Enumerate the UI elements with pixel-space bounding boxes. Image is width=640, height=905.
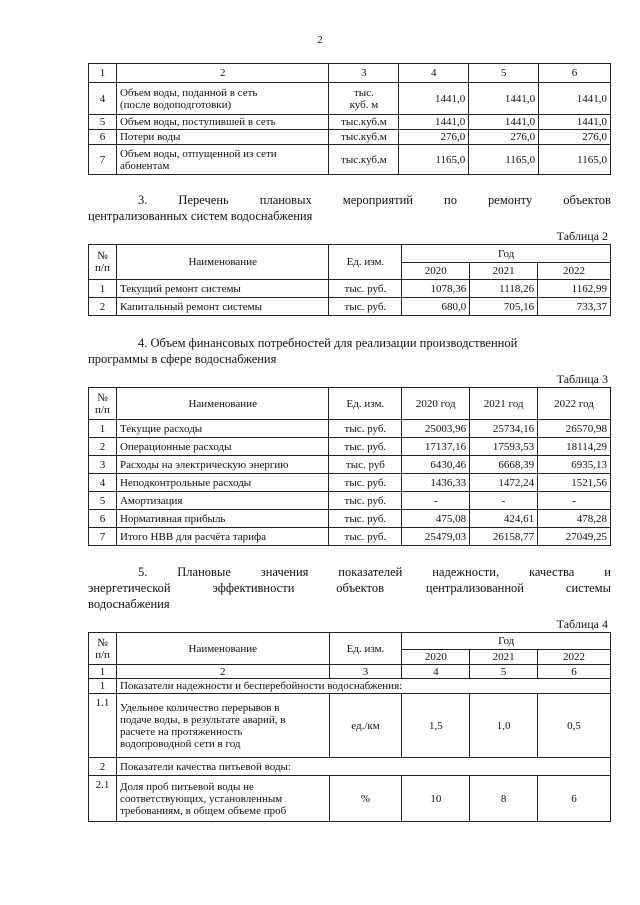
table-row xyxy=(89,83,611,115)
table-3-caption: Таблица 3 xyxy=(556,372,608,386)
row-number: 7 xyxy=(89,528,117,546)
value-2021: 26158,77 xyxy=(470,528,538,546)
row-name: Текущий ремонт системы xyxy=(116,280,329,298)
value-2020: 25479,03 xyxy=(402,528,470,546)
value-2021: - xyxy=(470,492,538,510)
group-title: Показатели качества питьевой воды: xyxy=(116,758,610,776)
section-3-heading: 3. Перечень плановых мероприятий по ремонту объектов централизованных систем водоснабжения xyxy=(88,193,611,223)
table-4-caption: Таблица 4 xyxy=(556,617,608,631)
row-unit: тыс. руб. xyxy=(329,474,402,492)
row-name: Амортизация xyxy=(116,492,329,510)
header-2022: 2022 xyxy=(538,263,611,280)
section-4-heading: 4. Объем финансовых потребностей для реализации производственной программы в сфере водоснабжения xyxy=(88,336,518,366)
value-2021: 8 xyxy=(470,776,538,822)
row-number: 3 xyxy=(89,456,117,474)
value-2020: 1078,36 xyxy=(402,280,470,298)
column-number: 2 xyxy=(116,64,329,83)
value-2020: - xyxy=(402,492,470,510)
row-unit: тыс.куб.м xyxy=(329,130,399,145)
header-num: № п/п xyxy=(89,388,117,420)
value-2020: 25003,96 xyxy=(402,420,470,438)
row-name: Неподконтрольные расходы xyxy=(116,474,329,492)
table-row xyxy=(89,456,611,474)
value-2022: 1162,99 xyxy=(538,280,611,298)
header-2020: 2020 xyxy=(402,263,470,280)
row-number: 5 xyxy=(89,492,117,510)
table-row xyxy=(89,280,611,298)
row-unit: тыс. руб. xyxy=(329,528,402,546)
row-number: 2 xyxy=(89,438,117,456)
column-number: 6 xyxy=(538,665,611,679)
value-2020: 10 xyxy=(402,776,470,822)
row-unit: тыс. руб. xyxy=(329,420,402,438)
row-name: Удельное количество перерывов в подаче воды, в результате аварий, в расчете на протяженность водопроводной сети в год xyxy=(116,694,329,758)
row-number: 4 xyxy=(89,474,117,492)
column-number: 6 xyxy=(539,64,611,83)
value-2021: 17593,53 xyxy=(470,438,538,456)
header-num: № п/п xyxy=(89,245,117,280)
row-unit: тыс. руб xyxy=(329,456,402,474)
value-2022: 0,5 xyxy=(538,694,611,758)
table-row xyxy=(89,438,611,456)
value-2020: 276,0 xyxy=(399,130,469,145)
table-row xyxy=(89,528,611,546)
header-2021: 2021 год xyxy=(470,388,538,420)
row-unit: тыс.куб.м xyxy=(329,115,399,130)
header-2021: 2021 xyxy=(470,650,538,665)
row-unit: тыс. руб. xyxy=(329,510,402,528)
row-name: Доля проб питьевой воды не соответствующих, установленным требованиям, в общем объеме проб xyxy=(116,776,329,822)
value-2021: 1472,24 xyxy=(470,474,538,492)
value-2021: 1441,0 xyxy=(469,115,539,130)
header-2021: 2021 xyxy=(470,263,538,280)
value-2021: 25734,16 xyxy=(470,420,538,438)
column-number: 1 xyxy=(89,665,117,679)
row-number: 4 xyxy=(89,83,117,115)
value-2022: 26570,98 xyxy=(538,420,611,438)
header-unit: Ед. изм. xyxy=(329,633,402,665)
table-row xyxy=(89,64,611,83)
value-2020: 1441,0 xyxy=(399,83,469,115)
value-2021: 1118,26 xyxy=(470,280,538,298)
group-number: 2 xyxy=(89,758,117,776)
value-2021: 6668,39 xyxy=(470,456,538,474)
value-2020: 475,08 xyxy=(402,510,470,528)
row-unit: тыс. руб. xyxy=(329,298,402,316)
table-3 xyxy=(88,387,611,546)
row-name: Операционные расходы xyxy=(116,438,329,456)
value-2022: 1165,0 xyxy=(539,145,611,175)
row-number: 2 xyxy=(89,298,117,316)
row-number: 7 xyxy=(89,145,117,175)
value-2021: 1441,0 xyxy=(469,83,539,115)
header-year: Год xyxy=(402,245,611,263)
value-2021: 424,61 xyxy=(470,510,538,528)
header-name: Наименование xyxy=(116,388,329,420)
table-row xyxy=(89,492,611,510)
row-unit: ед./км xyxy=(329,694,402,758)
table-2 xyxy=(88,244,611,316)
table-4 xyxy=(88,632,611,822)
header-unit: Ед. изм. xyxy=(329,388,402,420)
header-name: Наименование xyxy=(116,633,329,665)
section-5-heading: 5. Плановые значения показателей надежности, качества и энергетической эффективности объектов централизованной системы водоснабжения xyxy=(88,565,611,611)
column-number: 3 xyxy=(329,665,402,679)
value-2022: - xyxy=(538,492,611,510)
header-num: № п/п xyxy=(89,633,117,665)
column-number: 1 xyxy=(89,64,117,83)
table-row xyxy=(89,145,611,175)
page-number: 2 xyxy=(317,34,323,46)
table-row xyxy=(89,694,611,758)
header-2020: 2020 год xyxy=(402,388,470,420)
row-name: Объем воды, поступившей в сеть xyxy=(116,115,329,130)
value-2022: 276,0 xyxy=(539,130,611,145)
group-title: Показатели надежности и бесперебойности водоснабжения: xyxy=(116,679,610,694)
value-2022: 6 xyxy=(538,776,611,822)
row-name: Итого НВВ для расчёта тарифа xyxy=(116,528,329,546)
header-unit: Ед. изм. xyxy=(329,245,402,280)
column-number: 5 xyxy=(470,665,538,679)
row-number: 6 xyxy=(89,510,117,528)
table-row xyxy=(89,420,611,438)
table-row xyxy=(89,115,611,130)
table-row xyxy=(89,776,611,822)
table-2-caption: Таблица 2 xyxy=(556,229,608,243)
table-row xyxy=(89,474,611,492)
value-2020: 1,5 xyxy=(402,694,470,758)
header-year: Год xyxy=(402,633,611,650)
group-number: 1 xyxy=(89,679,117,694)
column-number: 4 xyxy=(402,665,470,679)
table-row xyxy=(89,758,611,776)
header-2020: 2020 xyxy=(402,650,470,665)
value-2020: 1436,33 xyxy=(402,474,470,492)
value-2021: 705,16 xyxy=(470,298,538,316)
row-name: Объем воды, поданной в сеть (после водоподготовки) xyxy=(116,83,329,115)
row-unit: тыс.куб.м xyxy=(329,145,399,175)
value-2020: 680,0 xyxy=(402,298,470,316)
value-2021: 1165,0 xyxy=(469,145,539,175)
column-number: 3 xyxy=(329,64,399,83)
row-unit: тыс. руб. xyxy=(329,280,402,298)
row-unit: % xyxy=(329,776,402,822)
table-row xyxy=(89,130,611,145)
header-2022: 2022 xyxy=(538,650,611,665)
column-number: 4 xyxy=(399,64,469,83)
value-2020: 1165,0 xyxy=(399,145,469,175)
row-unit: тыс. руб. xyxy=(329,438,402,456)
table-row xyxy=(89,679,611,694)
row-number: 2.1 xyxy=(89,776,117,822)
table-row xyxy=(89,665,611,679)
header-name: Наименование xyxy=(116,245,329,280)
row-name: Текущие расходы xyxy=(116,420,329,438)
value-2022: 27049,25 xyxy=(538,528,611,546)
value-2022: 6935,13 xyxy=(538,456,611,474)
row-number: 1.1 xyxy=(89,694,117,758)
row-number: 1 xyxy=(89,280,117,298)
value-2021: 276,0 xyxy=(469,130,539,145)
row-number: 5 xyxy=(89,115,117,130)
value-2022: 18114,29 xyxy=(538,438,611,456)
table-1-continuation xyxy=(88,63,611,175)
value-2022: 1441,0 xyxy=(539,83,611,115)
value-2022: 1441,0 xyxy=(539,115,611,130)
row-name: Капитальный ремонт системы xyxy=(116,298,329,316)
row-unit: тыс. руб. xyxy=(329,492,402,510)
value-2020: 1441,0 xyxy=(399,115,469,130)
value-2021: 1,0 xyxy=(470,694,538,758)
value-2022: 478,28 xyxy=(538,510,611,528)
value-2022: 1521,56 xyxy=(538,474,611,492)
value-2020: 17137,16 xyxy=(402,438,470,456)
row-name: Нормативная прибыль xyxy=(116,510,329,528)
table-row xyxy=(89,510,611,528)
row-unit: тыс. куб. м xyxy=(329,83,399,115)
header-2022: 2022 год xyxy=(538,388,611,420)
table-row xyxy=(89,298,611,316)
value-2022: 733,37 xyxy=(538,298,611,316)
column-number: 5 xyxy=(469,64,539,83)
row-number: 6 xyxy=(89,130,117,145)
value-2020: 6430,46 xyxy=(402,456,470,474)
row-name: Расходы на электрическую энергию xyxy=(116,456,329,474)
row-name: Объем воды, отпущенной из сети абонентам xyxy=(116,145,329,175)
row-number: 1 xyxy=(89,420,117,438)
row-name: Потери воды xyxy=(116,130,329,145)
column-number: 2 xyxy=(116,665,329,679)
